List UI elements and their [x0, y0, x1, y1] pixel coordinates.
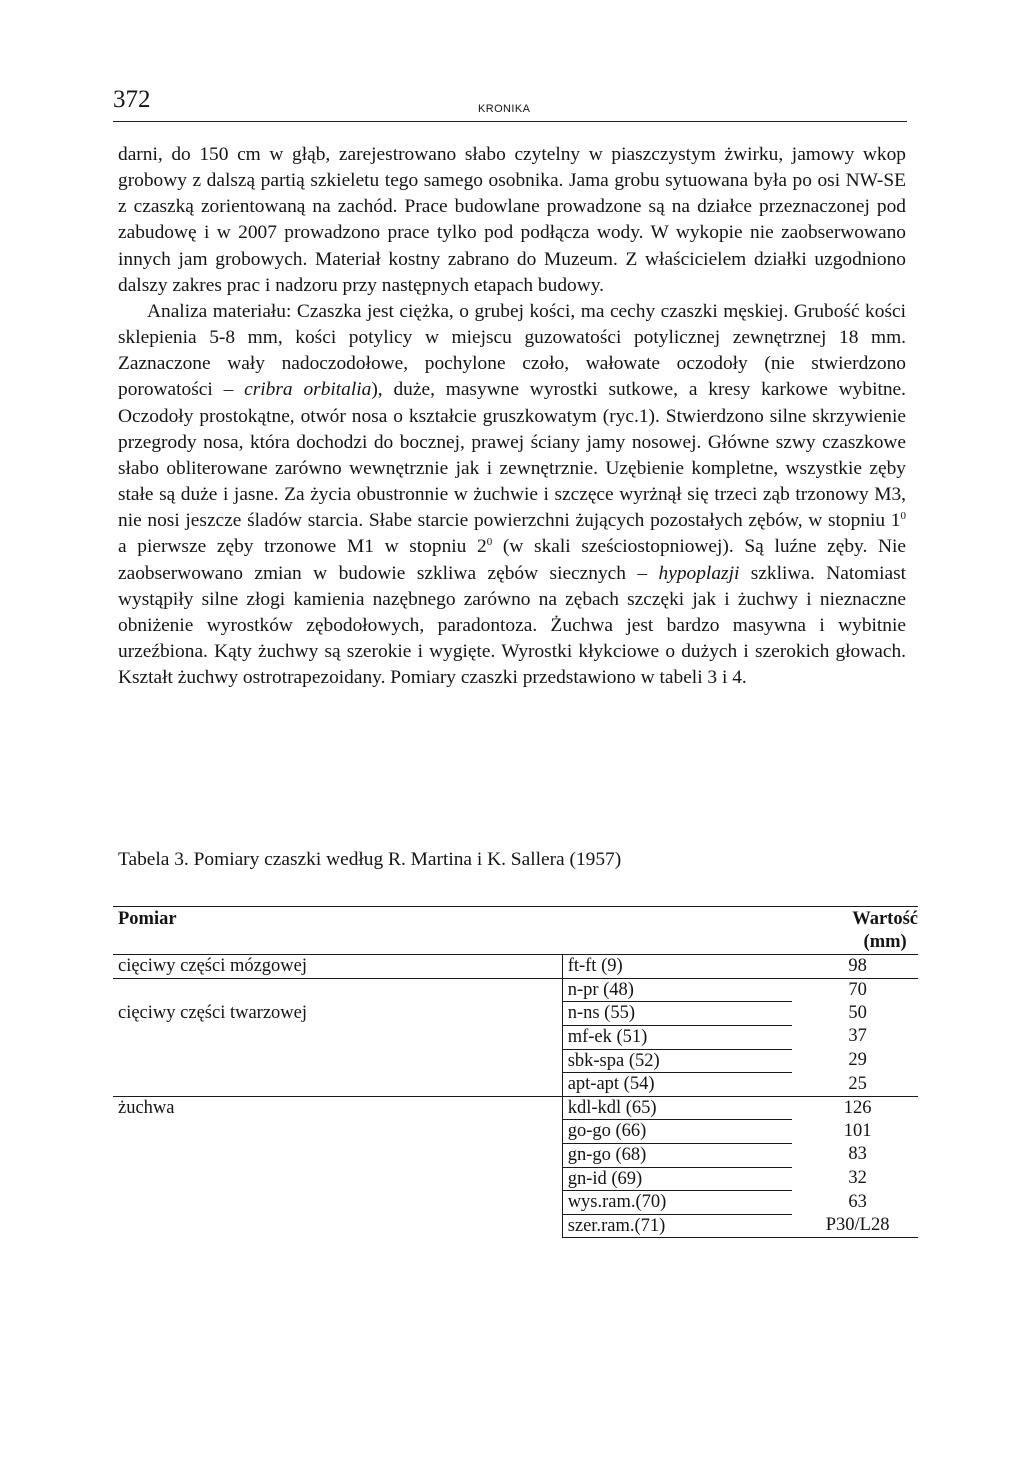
italic-term: hypoplazji	[658, 562, 740, 584]
paragraph-text: a pierwsze zęby trzonowe M1 w stopniu 2	[118, 536, 487, 558]
measurement-value: 32	[848, 1168, 867, 1189]
measurement-code: n-pr (48)	[562, 978, 792, 1002]
group-label: żuchwa	[113, 1096, 562, 1238]
measurement-code: go-go (66)	[562, 1120, 792, 1144]
table-caption: Tabela 3. Pomiary czaszki według R. Martina i K. Sallera (1957)	[118, 849, 622, 870]
measurement-value: 25	[848, 1073, 867, 1094]
superscript: 0	[900, 510, 906, 523]
group-label: cięciwy części twarzowej	[113, 978, 562, 1096]
measurement-value: 50	[848, 1002, 867, 1023]
measurement-code: gn-id (69)	[562, 1167, 792, 1191]
measurement-value: P30/L28	[792, 1214, 918, 1238]
header-value: Wartość (mm)	[792, 907, 918, 955]
measurement-code: gn-go (68)	[562, 1143, 792, 1167]
table-header-row	[113, 907, 918, 955]
measurement-value: 63	[848, 1191, 867, 1212]
header-rule	[113, 121, 907, 122]
measurement-code: wys.ram.(70)	[562, 1191, 792, 1215]
paragraph	[118, 299, 906, 691]
italic-term: cribra orbitalia	[244, 379, 372, 401]
paragraph	[118, 142, 906, 299]
table-row	[113, 1096, 918, 1120]
running-head: KRONIKA	[478, 103, 531, 115]
measurement-code: ft-ft (9)	[562, 955, 792, 979]
page-number: 372	[113, 86, 151, 113]
measurement-value: 29	[848, 1050, 867, 1071]
table-row	[113, 955, 918, 979]
paragraph-text: darni, do 150 cm w głąb, zarejestrowano słabo czytelny w piaszczystym żwirku, jamowy wkop grobowy z dalszą partią szkieletu tego samego osobnika. Jama grobu sytuowana była po osi NW-SE z czaszką zorientowaną na zachód. Prace budowlane prowadzone są na działce przeznaczonej pod zabudowę i w 2007 prowadzono prace tylko pod podłącza wody. W wykopie nie zaobserwowano innych jam grobowych. Materiał kostny zabrano do Muzeum. Z właścicielem działki uzgodniono dalszy zakres prac i nadzoru przy następnych etapach budowy.	[118, 144, 906, 296]
group-label: cięciwy części mózgowej	[113, 955, 562, 979]
measurement-code: mf-ek (51)	[562, 1025, 792, 1049]
measurement-code: kdl-kdl (65)	[562, 1096, 792, 1120]
paragraph-text: (w skali sześciostopniowej). Są luźne zęby. Nie zaobserwowano zmian w budowie szkliwa zębów siecznych –	[118, 536, 906, 584]
header-measurement: Pomiar	[113, 907, 562, 955]
measurement-value: 37	[848, 1026, 867, 1047]
body-text	[118, 142, 906, 691]
paragraph-text: ), duże, masywne wyrostki sutkowe, a kresy karkowe wybitne. Oczodoły prostokątne, otwór nosa o kształcie gruszkowatym (ryc.1). Stwierdzono silne skrzywienie przegrody nosa, która dochodzi do bocznej, prawej ściany jamy nosowej. Główne szwy czaszkowe słabo obliterowane zarówno wewnętrznie jak i zewnętrznie. Uzębienie kompletne, wszystkie zęby stałe są duże i jasne. Za życia obustronnie w żuchwie i szczęce wyrżnął się trzeci ząb trzonowy M3, nie nosi jeszcze śladów starcia. Słabe starcie powierzchni żujących pozostałych zębów, w stopniu 1	[118, 379, 906, 532]
measurement-code: szer.ram.(71)	[562, 1214, 792, 1238]
superscript: 0	[486, 536, 493, 549]
table-row	[113, 978, 918, 1002]
measurement-code: n-ns (55)	[562, 1002, 792, 1026]
measurement-value: 98	[792, 955, 918, 979]
paragraph-text: szkliwa. Natomiast wystąpiły silne złogi kamienia nazębnego zarówno na zębach szczęki jak i żuchwy i nieznaczne obniżenie wyrostków zębodołowych, paradontoza. Żuchwa jest bardzo masywna i wybitnie urzeźbiona. Kąty żuchwy są szerokie i wygięte. Wyrostki kłykciowe o dużych i szerokich głowach. Kształt żuchwy ostrotrapezoidany. Pomiary czaszki przedstawiono w tabeli 3 i 4.	[118, 562, 906, 689]
measurement-value: 70	[792, 978, 918, 1002]
table-body	[113, 955, 918, 1238]
measurement-value: 83	[848, 1144, 867, 1165]
header-code	[562, 907, 792, 955]
paragraph-text: Analiza materiału: Czaszka jest ciężka, o grubej kości, ma cechy czaszki męskiej. Grubość kości sklepienia 5-8 mm, kości potylicy w miejscu guzowatości potylicznej zewnętrznej 18 mm. Zaznaczone wały nadoczodołowe, pochylone czoło, wałowate oczodoły (nie stwierdzono porowatości –	[118, 300, 906, 401]
measurement-code: sbk-spa (52)	[562, 1049, 792, 1073]
measurement-value: 101	[843, 1120, 872, 1141]
measurements-table	[113, 906, 918, 1238]
measurement-code: apt-apt (54)	[562, 1073, 792, 1097]
measurement-value: 126	[792, 1096, 918, 1120]
